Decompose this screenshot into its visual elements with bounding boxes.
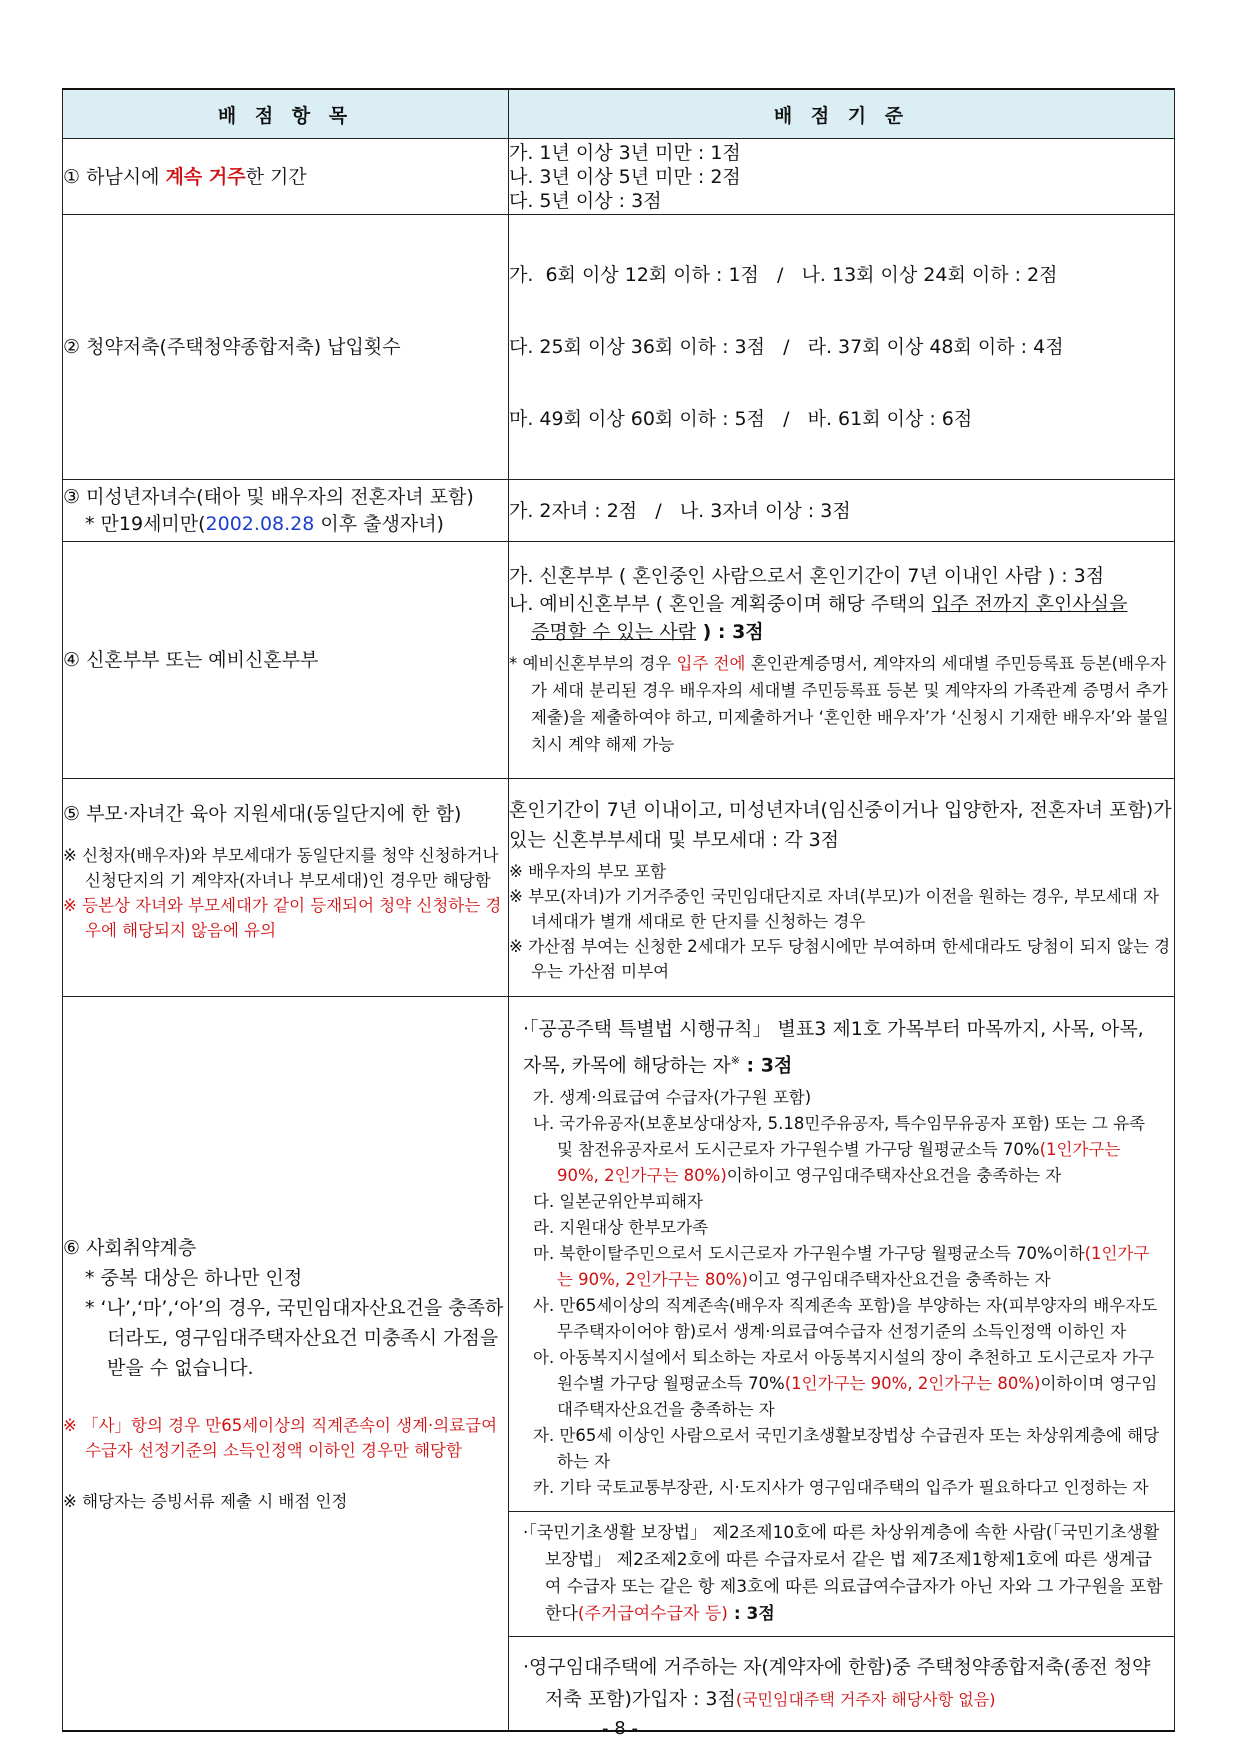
criteria-line: 나. 3년 이상 5년 미만 : 2점 xyxy=(509,165,741,188)
criteria-block-c xyxy=(509,1636,1174,1730)
item-minor-children xyxy=(63,480,509,542)
criteria-residence xyxy=(509,139,1175,215)
criteria-savings xyxy=(509,215,1175,480)
scoring-table xyxy=(62,88,1175,1732)
criteria-line: ·영구임대주택에 거주하는 자(계약자에 한함)중 주택청약종합저축(종전 청약저축 포함)가입자 : 3점(국민임대주택 거주자 해당사항 없음) xyxy=(523,1656,1151,1711)
criteria-line: 나. 국가유공자(보훈보상대상자, 5.18민주유공자, 특수임무유공자 포함) 또는 그 유족 및 참전유공자로서 도시근로자 가구원수별 가구당 월평균소득 70%(1인가구는 90%, 2인가구는 80%)이하이고 영구임대주택자산요건을 충족하는 자 xyxy=(533,1114,1146,1186)
criteria-line: 마. 49회 이상 60회 이하 : 5점 / 바. 61회 이상 : 6점 xyxy=(509,408,973,430)
table-row xyxy=(63,139,1175,215)
item-note: ※ 등본상 자녀와 부모세대가 같이 등재되어 청약 신청하는 경우에 해당되지 않음에 유의 xyxy=(63,896,502,940)
criteria-note: ※ 가산점 부여는 신청한 2세대가 모두 당첨시에만 부여하며 한세대라도 당첨이 되지 않는 경우는 가산점 미부여 xyxy=(509,937,1171,981)
criteria-line: 가. 1년 이상 3년 미만 : 1점 xyxy=(509,141,741,164)
item-newlywed: ④ 신혼부부 또는 예비신혼부부 xyxy=(63,542,509,779)
item-text: ⑤ 부모·자녀간 육아 지원세대(동일단지에 한 함) xyxy=(63,803,462,825)
item-text: ⑥ 사회취약계층 xyxy=(63,1237,197,1260)
criteria-heading: ·「공공주택 특별법 시행규칙」 별표3 제1호 가목부터 마목까지, 사목, 아목, 자목, 카목에 해당하는 자※ : 3점 xyxy=(523,1018,1144,1077)
item-savings: ② 청약저축(주택청약종합저축) 납입횟수 xyxy=(63,215,509,480)
criteria-line: 카. 기타 국토교통부장관, 시·도지사가 영구임대주택의 입주가 필요하다고 인정하는 자 xyxy=(533,1478,1149,1498)
criteria-line: 가. 생계·의료급여 수급자(가구원 포함) xyxy=(533,1088,812,1108)
table-row xyxy=(63,480,1175,542)
criteria-line: 혼인기간이 7년 이내이고, 미성년자녀(임신중이거나 입양한자, 전혼자녀 포함)가 있는 신혼부부세대 및 부모세대 : 각 3점 xyxy=(509,799,1172,851)
criteria-line: 마. 북한이탈주민으로서 도시근로자 가구원수별 가구당 월평균소득 70%이하(1인가구는 90%, 2인가구는 80%)이고 영구임대주택자산요건을 충족하는 자 xyxy=(533,1244,1150,1290)
item-subnote: * 만19세미만(2002.08.28 이후 출생자녀) xyxy=(85,512,444,535)
criteria-line: 자. 만65세 이상인 사람으로서 국민기초생활보장법상 수급권자 또는 차상위계층에 해당하는 자 xyxy=(533,1426,1160,1472)
criteria-parenting-support xyxy=(509,779,1175,997)
criteria-line: 아. 아동복지시설에서 퇴소하는 자로서 아동복지시설의 장이 추천하고 도시근로자 가구원수별 가구당 월평균소득 70%(1인가구는 90%, 2인가구는 80%)이하이며 영구임대주택자산요건을 충족하는 자 xyxy=(533,1348,1158,1420)
header-item: 배 점 항 목 xyxy=(63,89,509,139)
criteria-newlywed xyxy=(509,542,1175,779)
item-note: ※ 신청자(배우자)와 부모세대가 동일단지를 청약 신청하거나 신청단지의 기 계약자(자녀나 부모세대)인 경우만 해당함 xyxy=(63,846,499,890)
page-number: - 8 - xyxy=(602,1718,638,1739)
item-parenting-support xyxy=(63,779,509,997)
criteria-line: 나. 예비신혼부부 ( 혼인을 계획중이며 해당 주택의 입주 전까지 혼인사실을 xyxy=(509,593,1128,615)
criteria-line: 가. 신혼부부 ( 혼인중인 사람으로서 혼인기간이 7년 이내인 사람 ) : 3점 xyxy=(509,565,1105,587)
item-subnote: * 중복 대상은 하나만 인정 xyxy=(85,1267,303,1290)
item-text: 한 기간 xyxy=(245,165,307,188)
criteria-note: ※ 배우자의 부모 포함 xyxy=(509,862,667,881)
criteria-vulnerable xyxy=(509,997,1175,1732)
criteria-line: 다. 25회 이상 36회 이하 : 3점 / 라. 37회 이상 48회 이하 : 4점 xyxy=(509,336,1064,358)
criteria-line: 다. 일본군위안부피해자 xyxy=(533,1192,703,1212)
criteria-line: ·「국민기초생활 보장법」 제2조제10호에 따른 차상위계층에 속한 사람(「국민기초생활 보장법」 제2조제2호에 따른 수급자로서 같은 법 제7조제1항제1호에 따른 생계급여 수급자 또는 같은 항 제3호에 따른 의료급여수급자가 아닌 자와 그 가구원을 포함한다(주거급여수급자 등) : 3점 xyxy=(523,1523,1163,1625)
criteria-block-a xyxy=(509,997,1174,1511)
table-row xyxy=(63,215,1175,480)
table-row xyxy=(63,779,1175,997)
item-text: ① 하남시에 xyxy=(63,165,166,188)
criteria-line: 사. 만65세이상의 직계존속(배우자 직계존속 포함)을 부양하는 자(피부양자의 배우자도 무주택자이어야 함)로서 생계·의료급여수급자 선정기준의 소득인정액 이하인 자 xyxy=(533,1296,1158,1342)
criteria-line: 라. 지원대상 한부모가족 xyxy=(533,1218,709,1238)
criteria-line: 가. 6회 이상 12회 이하 : 1점 / 나. 13회 이상 24회 이하 : 2점 xyxy=(509,264,1058,286)
criteria-line: 다. 5년 이상 : 3점 xyxy=(509,189,662,212)
table-row xyxy=(63,542,1175,779)
item-vulnerable xyxy=(63,997,509,1732)
table-row xyxy=(63,997,1175,1732)
item-subnote: * ‘나’,‘마’,‘아’의 경우, 국민임대자산요건을 충족하더라도, 영구임대주택자산요건 미충족시 가점을 받을 수 없습니다. xyxy=(85,1297,504,1380)
table-header-row xyxy=(63,89,1175,139)
item-note: ※ 「사」항의 경우 만65세이상의 직계존속이 생계·의료급여수급자 선정기준의 소득인정액 이하인 경우만 해당함 xyxy=(63,1416,498,1461)
item-residence xyxy=(63,139,509,215)
criteria-note: ※ 부모(자녀)가 기거주중인 국민임대단지로 자녀(부모)가 이전을 원하는 경우, 부모세대 자녀세대가 별개 세대로 한 단지를 신청하는 경우 xyxy=(509,887,1159,931)
criteria-minor-children: 가. 2자녀 : 2점 / 나. 3자녀 이상 : 3점 xyxy=(509,480,1175,542)
criteria-block-b xyxy=(509,1511,1174,1636)
item-highlight: 계속 거주 xyxy=(165,165,246,188)
criteria-line: 증명할 수 있는 사람 ) : 3점 xyxy=(531,621,764,643)
header-criteria: 배 점 기 준 xyxy=(509,89,1175,139)
item-note: ※ 해당자는 증빙서류 제출 시 배점 인정 xyxy=(63,1492,348,1512)
item-text: ③ 미성년자녀수(태아 및 배우자의 전혼자녀 포함) xyxy=(63,485,474,508)
criteria-note: * 예비신혼부부의 경우 입주 전에 혼인관계증명서, 계약자의 세대별 주민등록표 등본(배우자가 세대 분리된 경우 배우자의 세대별 주민등록표 등본 및 계약자의 가족관계 증명서 추가 제출)을 제출하여야 하고, 미제출하거나 ‘혼인한 배우자’가 ‘신청시 기재한 배우자’와 불일치시 계약 해제 가능 xyxy=(509,654,1169,754)
